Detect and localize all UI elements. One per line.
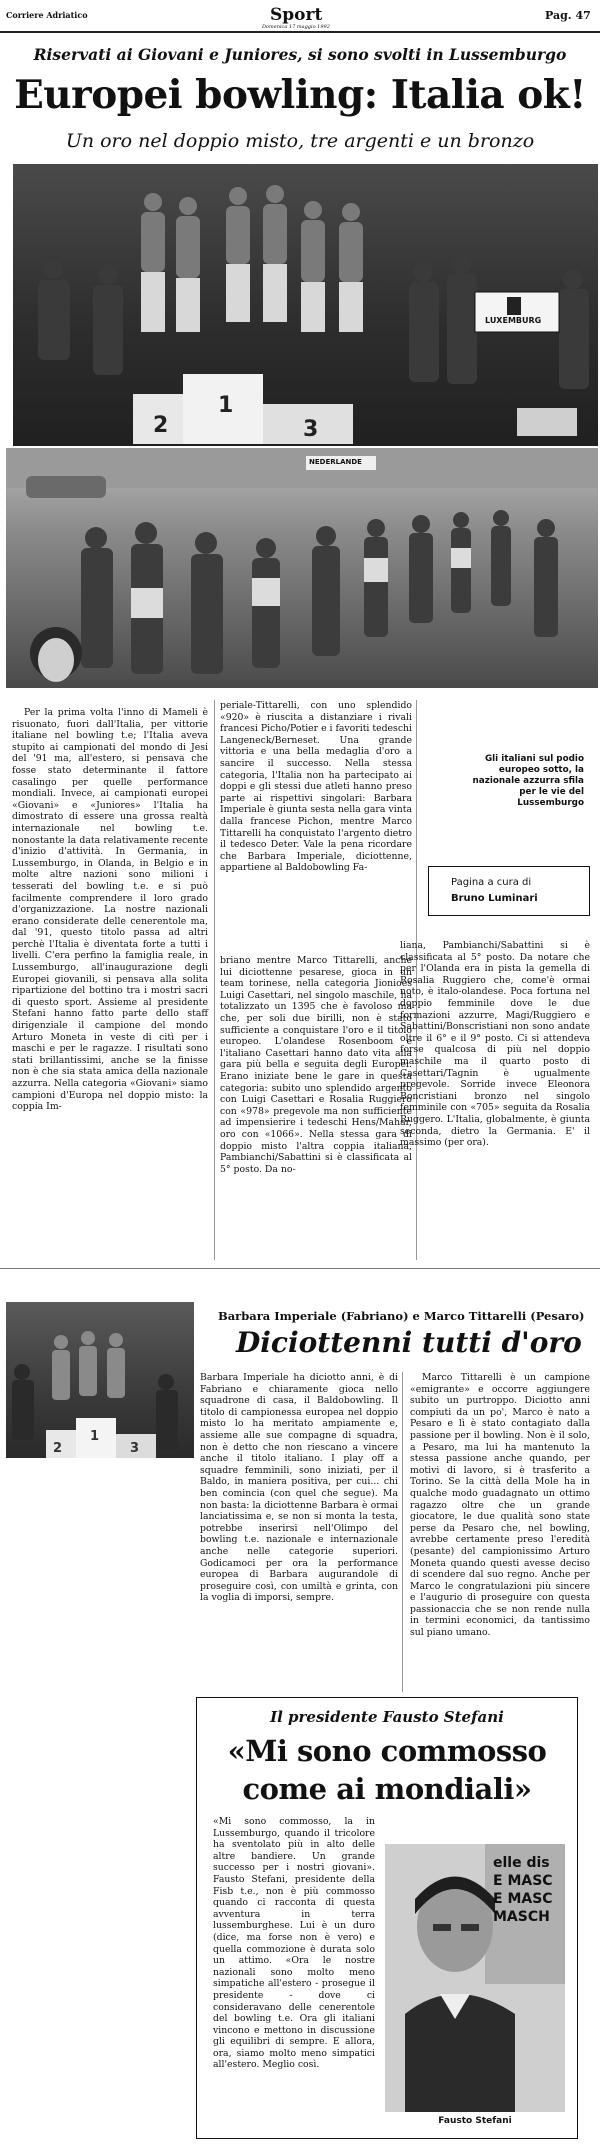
- podium-scene: [13, 164, 598, 446]
- masthead-date: Domenica 17 maggio 1992: [262, 24, 330, 30]
- article-column-2a: periale-Tittarelli, con uno splendido «920» è riuscita a distanziare i rivali francesi Picho/Potier e i favoriti tedeschi Langeneck/Berneset. Una grande vittoria e una bella medaglia d'oro a sancire il successo. Nella stessa categoria, l'Italia non ha partecipato ai doppi e gli stessi due atleti hanno preso parte ai rispettivi singolari: Barbara Imperiale è giunta sesta nella gara vinta dalla francese Pichon, mentre Marco Tittarelli ha conquistato l'argento dietro il tedesco Deter. Vale la pena ricordare che Barbara Imperiale, diciottenne, appartiene al Baldobowling Fa-: [220, 700, 412, 874]
- article-subhead: Un oro nel doppio misto, tre argenti e un bronzo: [65, 130, 535, 152]
- svg-text:3: 3: [303, 417, 319, 442]
- profile-column-2: Marco Tittarelli è un campione «emigrante» e occorre aggiungere subito un purtroppo. Diciotto anni compiuti da un po', Marco è nato a Pesaro e lì è stato contagiato dalla passione per il bowling. Non è il solo, a Pesaro, ma lui ha mantenuto la stessa passione anche quando, per motivi di lavoro, si è trasferito a Torino. Se la città della Mole ha in qualche modo guadagnato un ottimo ragazzo oltre che un grande giocatore, le due qualità sono state perse da Pesaro che, nel bowling, avrebbe certamente preso l'eredità (pesante) del campionissimo Arturo Moneta quando questi avesse deciso di scendere dal suo regno. Anche per Marco le congratulazioni più sincere e l'augurio di proseguire con questa passionaccia che se non rende nulla in termini economici, da tantissimo sul piano umano.: [410, 1372, 590, 1639]
- interview-kicker: Il presidente Fausto Stefani: [270, 1708, 504, 1726]
- byline-name: Bruno Luminari: [451, 893, 538, 904]
- photo2-banner-text: NEDERLANDE: [309, 458, 362, 466]
- photo1-banner-text: LUXEMBURG: [485, 316, 542, 325]
- article-kicker: Riservati ai Giovani e Juniores, si sono svolti in Lussemburgo: [33, 45, 567, 64]
- byline-pre: Pagina a cura di: [451, 877, 532, 888]
- profile-column-1: Barbara Imperiale ha diciotto anni, è di Fabriano e chiaramente gioca nello squadrone di casa, il Baldobowling. Il titolo di campionessa europea nel doppio misto lo ha meritato ampiamente e, assieme alle sue compagne di squadra, non è detto che non riescano a vincere anche il titolo italiano. I play off a squadre femminili, sono iniziati, per il Baldo, in maniera positiva, per cui... chi ben comincia (con quel che segue). Ma non basta: la diciottenne Barbara è ormai lanciatissima e, se non si monta la testa, potrebbe inserirsi nell'Olimpo del bowling t.e. nazionale e internazionale anche nelle categorie superiori. Godicamoci per ora la performance europea di Barbara augurandole di proseguire così, con umiltà e grinta, con la voglia di imporsi, sempre.: [200, 1372, 398, 1604]
- interview-headline-line2: come ai mondiali»: [242, 1772, 532, 1806]
- interview-headline-line1: «Mi sono commosso: [227, 1734, 547, 1768]
- profile-column-divider: [402, 1372, 403, 1692]
- article-column-2b: briano mentre Marco Tittarelli, anche lui diciottenne pesarese, gioca in un team torinese, nella categoria Jionioes Luigi Casettari, nel singolo maschile, ha totalizzato un 1395 che è favoloso ma che, per soli due birilli, non è stato sufficiente a conquistare l'oro e il titolo europeo. L'olandese Rosenboom e l'italiano Casettari hanno dato vita alla gara più bella e seguita degli Europei. Erano iniziate bene le gare in questa categoria: subito uno splendido argento con Luigi Casettari e Rosalia Ruggiero con «978» pregevole ma non sufficiente ad impensierire i tedeschi Hens/Mahar, oro con «1066». Nella stessa gara di doppio misto l'altra coppia italiana, Pambianchi/Sabattini si è classificata al 5° posto. Da no-: [220, 955, 412, 1175]
- masthead-section: Sport: [270, 5, 323, 25]
- svg-text:2: 2: [53, 1441, 63, 1456]
- interview-box: [196, 1697, 578, 2139]
- interview-body: «Mi sono commosso, la in Lussemburgo, quando il tricolore ha sventolato più in alto delle altre bandiere. Un grande successo per i nostri giovani». Fausto Stefani, presidente della Fisb t.e., non è più commosso quando ci racconta di questa avventura in terra lussemburghese. Lui è un duro (dice, ma forse non è vero) e quella commozione è durata solo un attimo. «Ora le nostre nazionali sono molto meno simpatiche all'estero - prosegue il presidente - dove ci consideravano delle cenerentole del bowling t.e. Ora gli italiani vincono e mettono in discussione gli equilibri di sempre. E allora, ora, siamo molto meno simpatici all'estero. Meglio così.: [213, 1816, 375, 2071]
- svg-text:2: 2: [153, 413, 169, 438]
- profile-headline: Diciottenni tutti d'oro: [236, 1326, 582, 1359]
- stefani-portrait: [385, 1844, 565, 2112]
- small-podium-photo: [6, 1302, 194, 1458]
- photo-caption: Gli italiani sul podio europeo sotto, la nazionale azzurra sfila per le vie del Lussemburgo: [472, 754, 584, 808]
- masthead-publication: Corriere Adriatico: [6, 10, 88, 20]
- svg-text:3: 3: [130, 1441, 140, 1456]
- section-rule: [0, 1268, 600, 1269]
- portrait-background-text: elle dis E MASC E MASC MASCH: [493, 1855, 553, 1925]
- byline-box: [428, 866, 590, 916]
- column-divider-1: [214, 700, 215, 1260]
- parade-scene: [6, 448, 598, 688]
- profile-kicker: Barbara Imperiale (Fabriano) e Marco Tittarelli (Pesaro): [218, 1309, 585, 1323]
- small-podium-scene: [6, 1302, 194, 1458]
- parade-photo: [6, 448, 598, 688]
- article-column-1: Per la prima volta l'inno di Mameli è risuonato, fuori dall'Italia, per vittorie italiane nel bowling t.e; l'Italia aveva stupito ai campionati del mondo di Jesi del '91 ma, all'estero, si pensava che fosse stato determinante il fattore casalingo per quelle performance mondiali. Invece, ai campionati europei «Giovani» e «Juniores» l'Italia ha dimostrato di essere una grossa realtà internazionale nel bowling t.e. nonostante la data relativamente recente d'inizio d'attività. In Germania, in Lussemburgo, in Olanda, in Belgio e in molte altre nazioni sono milioni i tesserati del bowling t.e. e si può facilmente comprendere il loro grado d'organizzazione. La nostre nazionali erano considerate delle cenerentole ma, dal '91, questo titolo passa ad altri perchè l'Italia è diventata forte a tutti i livelli. C'era perfino la famiglia reale, in Lussemburgo, all'inaugurazione degli Europei giovanili, si pensava alla solita ripartizione del bottino tra i mostri sacri di questo sport. Assieme al presidente Stefani hanno fatto parte dello staff dirigenziale il campione del mondo Arturo Moneta in veste di citì per i maschi e per le ragazze. I risultati sono stati brillantissimi, anche se la finisse non è che sia stata amica della nazionale azzurra. Nella categoria «Giovani» siamo campioni d'Europa nel doppio misto: la coppia Im-: [12, 707, 208, 1113]
- article-column-3: liana, Pambianchi/Sabattini si è classificata al 5° posto. Da notare che per l'Olanda era in pista la gemella di Rosalia Ruggiero che, come'è ormai noto, è italo-olandese. Poca fortuna nel doppio femminile dove le due formazioni azzurre, Magi/Ruggiero e Sabattini/Bonscristiani non sono andate oltre il 6° e il 9° posto. Ci si attendeva forse qualcosa di più nel doppio maschile ma il quarto posto di Casettari/Tagnin è ugualmente pregevole. Sorride invece Eleonora Boncristiani bronzo nel singolo femminile con «705» seguita da Rosalia Ruggero. L'Italia, globalmente, è giunta seconda, dietro la Germania. E' il massimo (per ora).: [400, 940, 590, 1149]
- masthead-rule: [0, 31, 600, 33]
- podium-photo: [13, 164, 598, 446]
- svg-text:1: 1: [90, 1429, 100, 1444]
- article-headline: Europei bowling: Italia ok!: [14, 72, 586, 118]
- masthead-page: Pag. 47: [545, 9, 591, 22]
- portrait-caption: Fausto Stefani: [438, 2116, 512, 2126]
- svg-text:1: 1: [218, 393, 234, 418]
